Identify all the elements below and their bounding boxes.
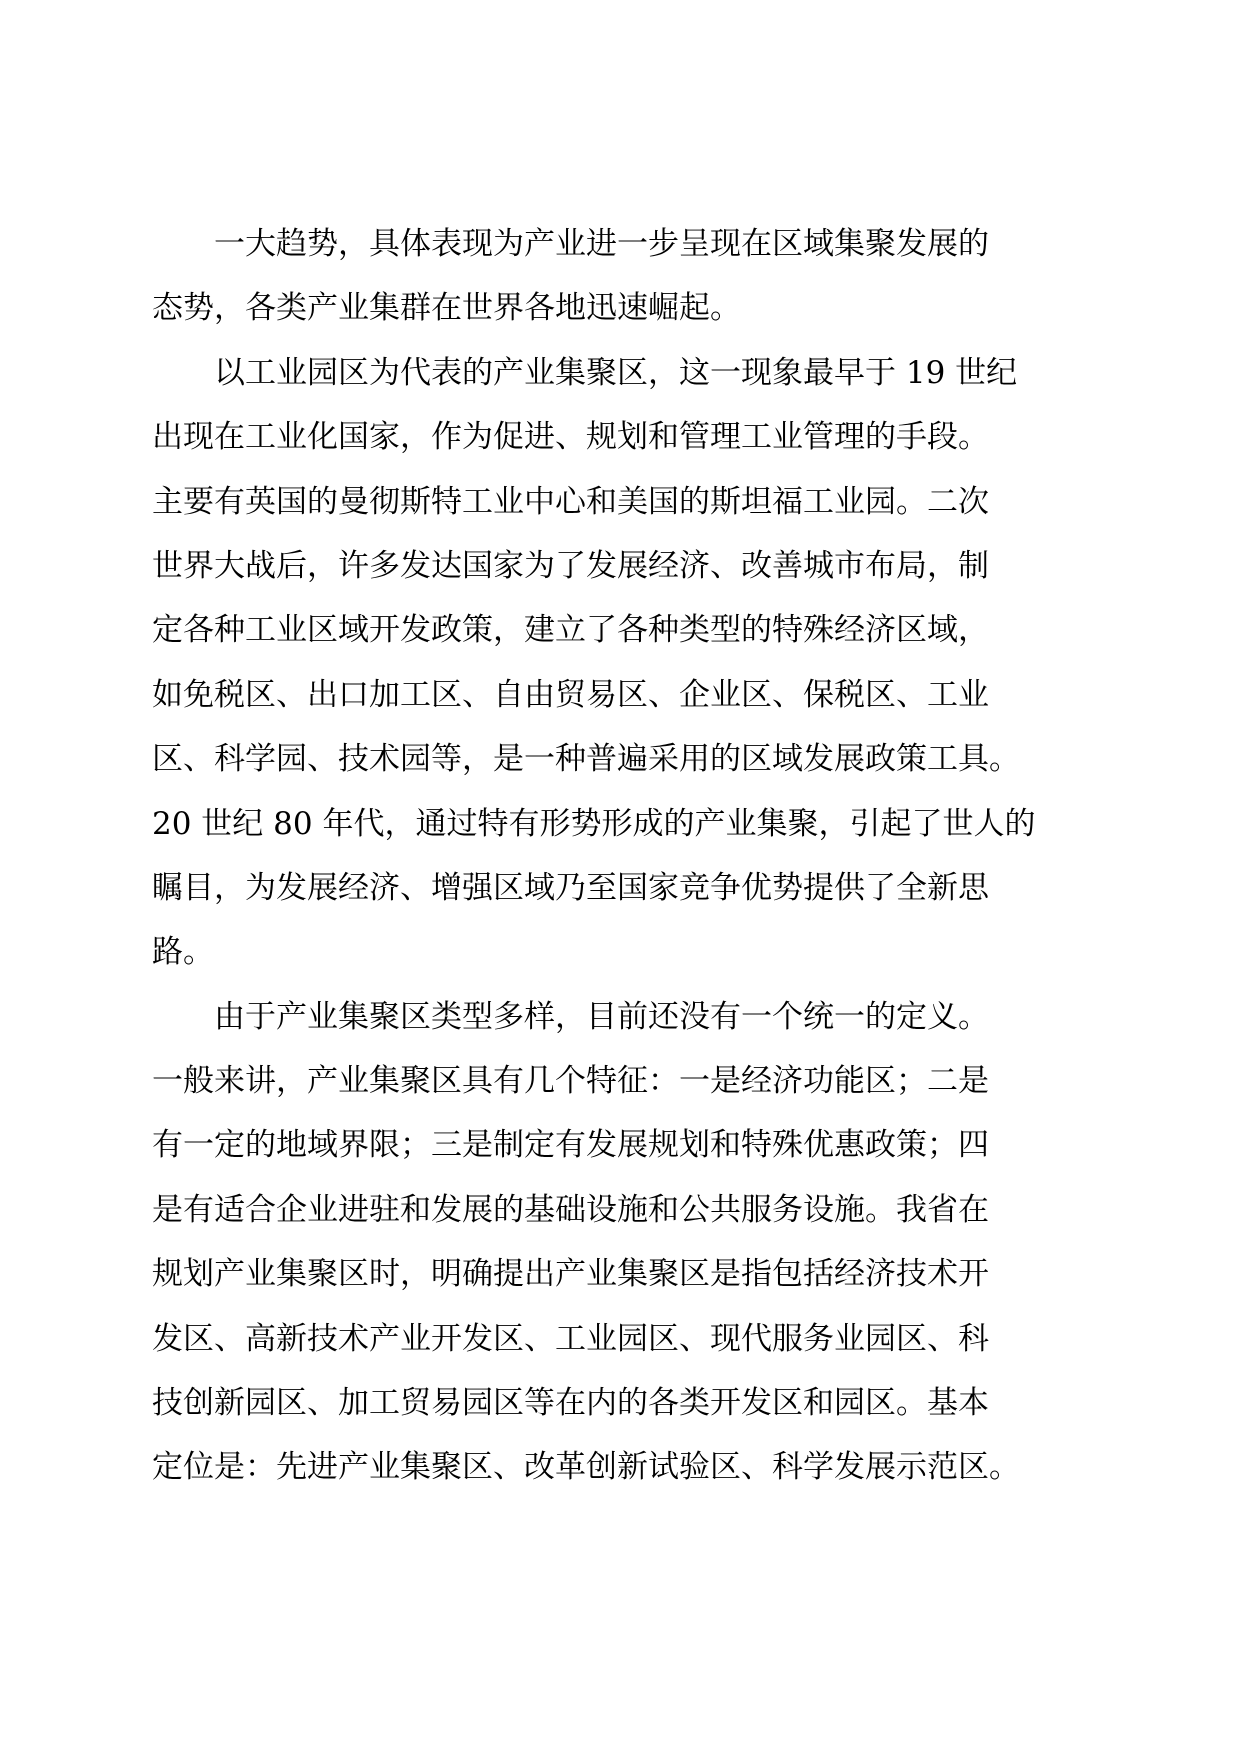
text-line: 有一定的地域界限；三是制定有发展规划和特殊优惠政策；四 [152, 1127, 989, 1164]
text-line: 规划产业集聚区时，明确提出产业集聚区是指包括经济技术开 [152, 1256, 989, 1293]
text-line: 是有适合企业进驻和发展的基础设施和公共服务设施。我省在 [152, 1191, 989, 1228]
document-body [152, 212, 1088, 1500]
text-line: 20 世纪 80 年代，通过特有形势形成的产业集聚，引起了世人的 [152, 805, 1036, 842]
text-line: 一大趋势，具体表现为产业进一步呈现在区域集聚发展的 [152, 226, 989, 262]
text-line: 由于产业集聚区类型多样，目前还没有一个统一的定义。 [152, 998, 989, 1035]
text-line: 路。 [152, 934, 214, 971]
text-line: 态势，各类产业集群在世界各地迅速崛起。 [152, 290, 741, 327]
text-line: 定位是：先进产业集聚区、改革创新试验区、科学发展示范区。 [152, 1449, 1020, 1486]
text-line: 发区、高新技术产业开发区、工业园区、现代服务业园区、科 [152, 1320, 989, 1357]
text-line: 区、科学园、技术园等，是一种普遍采用的区域发展政策工具。 [152, 741, 1020, 778]
text-line: 以工业园区为代表的产业集聚区，这一现象最早于 19 世纪 [152, 354, 1018, 391]
text-line: 瞩目，为发展经济、增强区域乃至国家竞争优势提供了全新思 [152, 869, 989, 906]
text-line: 出现在工业化国家，作为促进、规划和管理工业管理的手段。 [152, 419, 989, 456]
text-line: 世界大战后，许多发达国家为了发展经济、改善城市布局，制 [152, 547, 989, 584]
paragraph-1 [152, 212, 1088, 341]
text-line: 主要有英国的曼彻斯特工业中心和美国的斯坦福工业园。二次 [152, 483, 989, 520]
paragraph-3 [152, 985, 1088, 1500]
paragraph-2 [152, 341, 1088, 985]
text-line: 定各种工业区域开发政策，建立了各种类型的特殊经济区域， [152, 612, 989, 649]
text-line: 如免税区、出口加工区、自由贸易区、企业区、保税区、工业 [152, 676, 989, 713]
text-line: 一般来讲，产业集聚区具有几个特征：一是经济功能区；二是 [152, 1063, 989, 1100]
text-line: 技创新园区、加工贸易园区等在内的各类开发区和园区。基本 [152, 1385, 989, 1422]
